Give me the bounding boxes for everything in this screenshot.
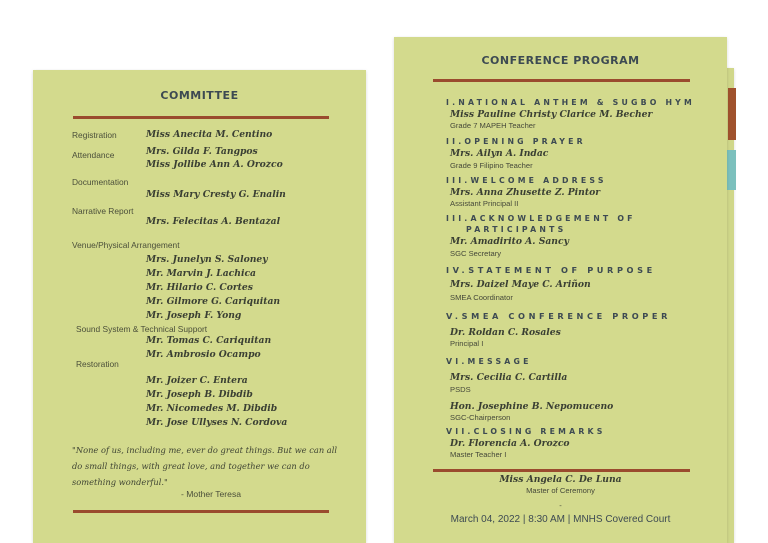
program-item-8-name: Dr. Florencia A. Orozco xyxy=(450,438,570,449)
program-item-6-heading: V.SMEA CONFERENCE PROPER xyxy=(446,311,671,321)
program-item-7-heading: VI.MESSAGE xyxy=(446,357,532,366)
quote-author: - Mother Teresa xyxy=(181,489,242,499)
program-item-5-name: Mrs. Daizel Maye C. Ariñon xyxy=(450,279,591,290)
program-item-3-heading: III.WELCOME ADDRESS xyxy=(446,176,607,185)
program-item-4-heading-2: PARTICIPANTS xyxy=(466,225,567,234)
role-venue: Venue/Physical Arrangement xyxy=(72,240,180,250)
quote-line-1: "None of us, including me, ever do great things. But we can all xyxy=(72,445,338,455)
program-title: CONFERENCE PROGRAM xyxy=(481,54,640,67)
name-restoration-2: Mr. Joseph B. Dibdib xyxy=(146,389,253,400)
quote-line-2: do small things, with great love, and together we can do xyxy=(72,461,310,471)
committee-top-rule xyxy=(73,116,329,119)
program-item-4-role: SGC Secretary xyxy=(450,249,502,258)
program-item-6-name: Dr. Roldan C. Rosales xyxy=(450,327,561,338)
name-restoration-4: Mr. Jose Ullyses N. Cordova xyxy=(146,417,288,428)
program-item-4-name: Mr. Amadirito A. Sancy xyxy=(450,236,569,247)
role-restoration: Restoration xyxy=(76,359,119,369)
name-venue-1: Mrs. Junelyn S. Saloney xyxy=(146,254,268,265)
program-item-5-role: SMEA Coordinator xyxy=(450,293,513,302)
name-documentation: Miss Mary Cresty G. Enalin xyxy=(146,189,286,200)
program-item-3-role: Assistant Principal II xyxy=(450,199,519,208)
role-documentation: Documentation xyxy=(72,177,129,187)
name-venue-4: Mr. Gilmore G. Cariquitan xyxy=(146,296,281,307)
program-item-8-heading: VII.CLOSING REMARKS xyxy=(446,427,606,436)
program-item-5-heading: IV.STATEMENT OF PURPOSE xyxy=(446,265,656,275)
name-registration: Miss Anecita M. Centino xyxy=(146,129,273,140)
committee-card xyxy=(33,70,366,543)
name-attendance-1: Mrs. Gilda F. Tangpos xyxy=(146,146,258,157)
program-item-2-name: Mrs. Ailyn A. Indac xyxy=(450,148,549,159)
name-venue-5: Mr. Joseph F. Yong xyxy=(146,310,242,321)
committee-bottom-rule xyxy=(73,510,329,513)
role-sound: Sound System & Technical Support xyxy=(76,324,208,334)
program-item-1-heading: I.NATIONAL ANTHEM & SUGBO HYM xyxy=(446,98,695,107)
program-item-7-name: Mrs. Cecilia C. Cartilla xyxy=(450,372,568,383)
footer-dash: - xyxy=(559,501,562,510)
emcee-name: Miss Angela C. De Luna xyxy=(499,474,622,485)
name-sound-1: Mr. Tomas C. Cariquitan xyxy=(146,335,272,346)
program-item-1-role: Grade 7 MAPEH Teacher xyxy=(450,121,536,130)
name-attendance-2: Miss Jollibe Ann A. Orozco xyxy=(146,159,283,170)
program-item-4-heading: III.ACKNOWLEDGEMENT OF xyxy=(446,214,636,223)
committee-title: COMMITTEE xyxy=(160,89,239,102)
name-venue-2: Mr. Marvin J. Lachica xyxy=(146,268,256,279)
role-attendance: Attendance xyxy=(72,150,115,160)
program-item-7-role: PSDS xyxy=(450,385,471,394)
emcee-role: Master of Ceremony xyxy=(526,486,595,495)
name-sound-2: Mr. Ambrosio Ocampo xyxy=(146,349,261,360)
program-item-1-name: Miss Pauline Christy Clarice M. Becher xyxy=(450,109,653,120)
program-item-2-heading: II.OPENING PRAYER xyxy=(446,137,586,146)
program-card xyxy=(394,37,727,543)
role-registration: Registration xyxy=(72,130,117,140)
program-item-7-role-2: SGC-Chairperson xyxy=(450,413,511,422)
accent-strip-teal xyxy=(726,150,736,190)
name-restoration-1: Mr. Joizer C. Entera xyxy=(146,375,248,386)
program-item-3-name: Mrs. Anna Zhusette Z. Pintor xyxy=(450,187,601,198)
accent-strip-brown xyxy=(728,88,736,140)
event-date-venue: March 04, 2022 | 8:30 AM | MNHS Covered Court xyxy=(450,514,671,525)
name-narrative: Mrs. Felecitas A. Bentazal xyxy=(146,216,281,227)
program-item-7-name-2: Hon. Josephine B. Nepomuceno xyxy=(450,401,614,412)
program-bottom-rule xyxy=(433,469,690,472)
name-venue-3: Mr. Hilario C. Cortes xyxy=(146,282,253,293)
role-narrative: Narrative Report xyxy=(72,206,134,216)
program-top-rule xyxy=(433,79,690,82)
program-item-6-role: Principal I xyxy=(450,339,484,348)
name-restoration-3: Mr. Nicomedes M. Dibdib xyxy=(146,403,278,414)
program-item-8-role: Master Teacher I xyxy=(450,450,507,459)
program-item-2-role: Grade 9 Filipino Teacher xyxy=(450,161,533,170)
quote-line-3: something wonderful." xyxy=(72,477,168,487)
